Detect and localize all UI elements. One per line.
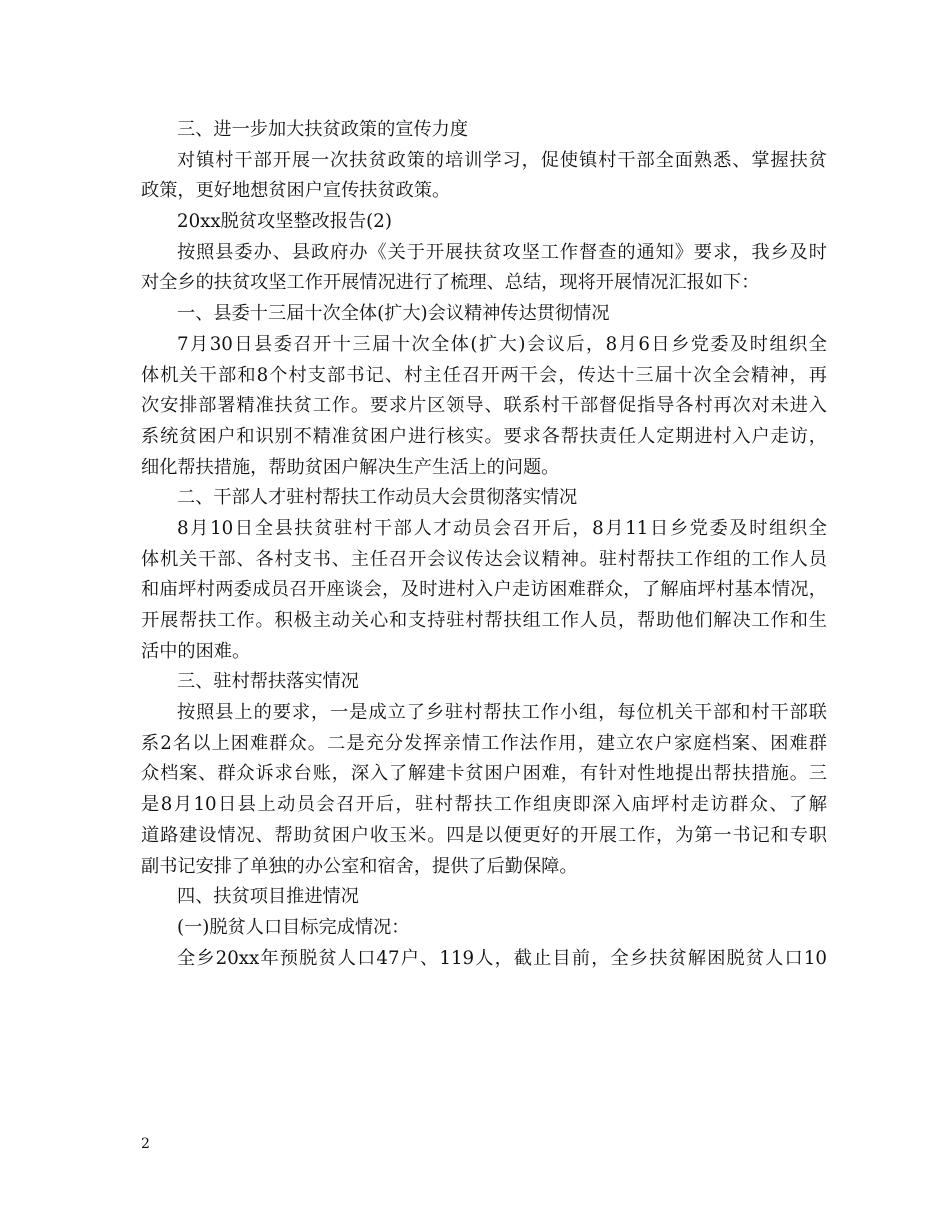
- paragraph-line: 是8月10日县上动员会召开后，驻村帮扶工作组庚即深入庙坪村走访群众、了解: [141, 794, 827, 816]
- subsection-heading: (一)脱贫人口目标完成情况：: [177, 916, 410, 938]
- paragraph-line: 8月10日全县扶贫驻村干部人才动员会召开后，8月11日乡党委及时组织全: [177, 517, 827, 539]
- paragraph-line: 系2名以上困难群众。二是充分发挥亲情工作法作用，建立农户家庭档案、困难群: [141, 732, 827, 754]
- paragraph-line: 全乡20xx年预脱贫人口47户、119人，截止目前，全乡扶贫解困脱贫人口10: [177, 947, 827, 969]
- paragraph-line: 按照县上的要求，一是成立了乡驻村帮扶工作小组，每位机关干部和村干部联: [177, 702, 827, 724]
- paragraph-line: 政策，更好地想贫困户宣传扶贫政策。: [141, 180, 451, 202]
- paragraph-line: 7月30日县委召开十三届十次全体(扩大)会议后，8月6日乡党委及时组织全: [177, 333, 827, 355]
- document-body: [141, 115, 827, 974]
- page-number: 2: [141, 1136, 150, 1152]
- paragraph-line: 次安排部署精准扶贫工作。要求片区领导、联系村干部督促指导各村再次对未进入: [141, 395, 827, 417]
- paragraph-line: 和庙坪村两委成员召开座谈会，及时进村入户走访困难群众，了解庙坪村基本情况，: [141, 579, 827, 601]
- paragraph-line: 开展帮扶工作。积极主动关心和支持驻村帮扶组工作人员，帮助他们解决工作和生: [141, 610, 827, 631]
- section-heading: 三、驻村帮扶落实情况: [177, 671, 359, 693]
- paragraph-line: 对镇村干部开展一次扶贫政策的培训学习，促使镇村干部全面熟悉、掌握扶贫: [177, 149, 827, 171]
- paragraph-line: 系统贫困户和识别不精准贫困户进行核实。要求各帮扶责任人定期进村入户走访，: [141, 425, 827, 447]
- section-heading: 三、进一步加大扶贫政策的宣传力度: [177, 119, 469, 140]
- paragraph-line: 按照县委办、县政府办《关于开展扶贫攻坚工作督查的通知》要求，我乡及时: [177, 241, 827, 263]
- paragraph-line: 道路建设情况、帮助贫困户收玉米。四是以便更好的开展工作，为第一书记和专职: [141, 824, 827, 846]
- section-heading: 二、干部人才驻村帮扶工作动员大会贯彻落实情况: [177, 487, 578, 509]
- paragraph-line: 体机关干部和8个村支部书记、村主任召开两干会，传达十三届十次全会精神，再: [141, 364, 827, 386]
- paragraph-line: 对全乡的扶贫攻坚工作开展情况进行了梳理、总结，现将开展情况汇报如下：: [141, 272, 760, 294]
- paragraph-line: 体机关干部、各村支书、主任召开会议传达会议精神。驻村帮扶工作组的工作人员: [141, 548, 827, 570]
- section-heading: 一、县委十三届十次全体(扩大)会议精神传达贯彻情况: [177, 303, 610, 325]
- paragraph-line: 细化帮扶措施，帮助贫困户解决生产生活上的问题。: [141, 456, 560, 478]
- paragraph-line: 副书记安排了单独的办公室和宿舍，提供了后勤保障。: [141, 855, 578, 877]
- report-title: 20xx脱贫攻坚整改报告(2): [177, 211, 392, 233]
- paragraph-line: 活中的困难。: [141, 640, 251, 662]
- paragraph-line: 众档案、群众诉求台账，深入了解建卡贫困户困难，有针对性地提出帮扶措施。三: [141, 763, 827, 785]
- section-heading: 四、扶贫项目推进情况: [177, 886, 359, 908]
